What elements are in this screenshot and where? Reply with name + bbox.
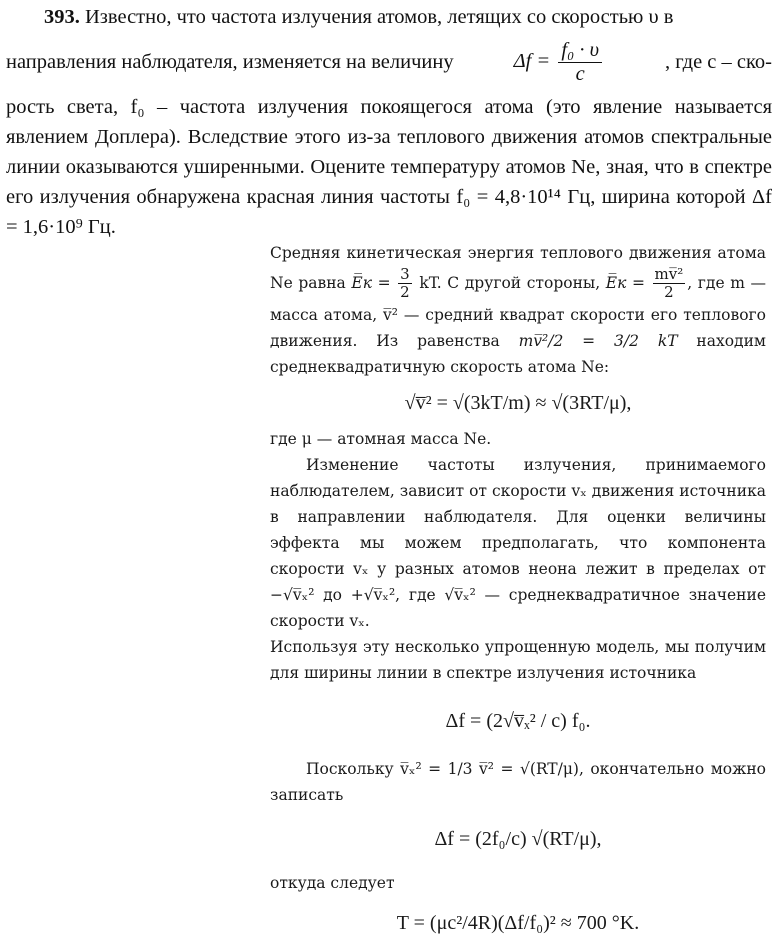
problem-rest: рость света, f₀ – частота излучения покоящегося атома (это явление называется явлением Доплера). Вследствие этого из-за теплового движения атомов спектральные линии оказываются уширенными. Оцените температуру атомов Ne, зная, что в спектре его излучения обнаружена красная линия частоты f₀ = 4,8·10¹⁴ Гц, ширина которой Δf = 1,6·10⁹ Гц. [6, 96, 772, 238]
problem-line2-text: направления наблюдателя, изменяется на величину [6, 51, 454, 73]
doppler-formula: Δf = $\frac{\text{f₀ · υ}}{c}$ [514, 39, 605, 85]
formula-temperature: T = (μc²/4R)(Δf/f₀)² ≈ 700 °K. [396, 911, 640, 934]
problem-paragraph [6, 2, 772, 32]
formula-rms-velocity: √v̅² = √(3kT/m) ≈ √(3RT/μ), [404, 391, 632, 414]
problem-line2-post: , где c – ско- [665, 51, 772, 73]
problem-line1: Известно, что частота излучения атомов, летящих со скоростью υ в [85, 6, 674, 28]
formula-line-width: Δf = (2√v̅ₓ² / c) f₀. [445, 709, 591, 732]
solution-p2: где μ — атомная масса Ne. [270, 429, 492, 448]
solution-p5: Поскольку v̅ₓ² = 1/3 v̅² = √(RT/μ), окончательно можно записать [270, 759, 766, 804]
solution-p3: Изменение частоты излучения, принимаемого наблюдателем, зависит от скорости vₓ движения источника в направлении наблюдателя. Для оценки величины эффекта мы можем предполагать, что компонента скорости vₓ у разных атомов неона лежит в пределах от −√v̅ₓ² до +√v̅ₓ², где √v̅ₓ² — среднеквадратичное значение скорости vₓ. [270, 455, 766, 630]
problem-number: 393. [44, 6, 80, 28]
solution-p6: откуда следует [270, 873, 395, 892]
problem-line2 [6, 32, 772, 92]
formula-delta-f: Δf = (2f₀/c) √(RT/μ), [434, 827, 602, 850]
solution-p4: Используя эту несколько упрощенную модель, мы получим для ширины линии в спектре излучения источника [270, 637, 766, 682]
solution [270, 240, 766, 950]
problem-statement [6, 2, 772, 242]
solution-p1: Средняя кинетическая энергия теплового движения атома Ne равна E̅к = $\frac{3}{2}$ kT. С другой стороны, E̅к = $\frac{\text{mv̅²}}{2}$ , где m — масса атома, v̅² — средний квадрат скорости его теплового движения. Из равенства mv̅²/2 = 3/2 kT находим среднеквадратичную скорость атома Ne: [270, 244, 767, 376]
